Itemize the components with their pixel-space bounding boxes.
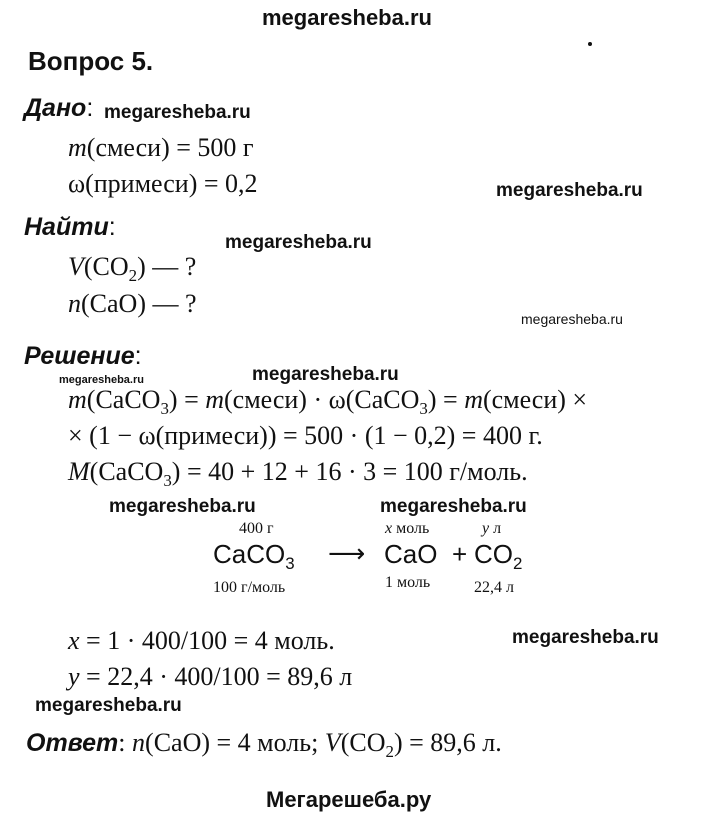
product1-moles-label: 1 моль xyxy=(385,574,431,591)
solution-line-1: m(CaCO$_3$) = m(смеси) · ω(CaCO$_3$) = m(смеси) × xyxy=(68,385,588,418)
question-heading: Вопрос 5. xyxy=(28,46,154,76)
reactant-molar-mass-label: 100 г/моль xyxy=(213,579,286,596)
watermark: megaresheba.ru xyxy=(512,627,659,648)
reaction-arrow: ⟶ xyxy=(328,538,366,568)
speck-dot xyxy=(588,42,592,46)
watermark-top: megaresheba.ru xyxy=(262,5,432,30)
watermark: megaresheba.ru xyxy=(59,374,144,386)
given-mass: m(смеси) = 500 г xyxy=(68,133,254,162)
solution-label: Решение: xyxy=(24,342,142,370)
product2-formula: $CO_2$ xyxy=(474,539,523,573)
given-omega: ω(примеси) = 0,2 xyxy=(68,169,258,198)
plus-sign: + xyxy=(452,539,468,569)
watermark: megaresheba.ru xyxy=(35,695,182,716)
answer-label: Ответ xyxy=(26,729,119,757)
watermark: megaresheba.ru xyxy=(109,496,256,517)
calc-x: x = 1 · 400/100 = 4 моль. xyxy=(68,626,335,655)
find-volume: $V(CO_2)$ — ? xyxy=(68,252,197,285)
watermark: megaresheba.ru xyxy=(104,102,251,123)
product2-volume-label: y л xyxy=(482,520,502,537)
watermark: megaresheba.ru xyxy=(252,364,399,385)
calc-y: y = 22,4 · 400/100 = 89,6 л xyxy=(68,662,353,691)
watermark-bottom: Мегарешеба.ру xyxy=(266,787,432,812)
watermark: megaresheba.ru xyxy=(380,496,527,517)
solution-line-2: × (1 − ω(примеси)) = 500 · (1 − 0,2) = 400 г. xyxy=(68,421,543,450)
product2-molar-volume-label: 22,4 л xyxy=(474,579,514,596)
find-amount: n(CaO) — ? xyxy=(68,289,197,318)
given-label: Дано: xyxy=(24,94,94,122)
reactant-formula: CaCO$_3$ xyxy=(213,539,295,573)
product1-amount-label: x моль xyxy=(385,520,430,537)
answer-line: Ответ: n(CaO) = 4 моль; $V(CO_2) = 89,6$ л. xyxy=(26,728,502,761)
product1-formula: CaO xyxy=(384,539,438,569)
watermark: megaresheba.ru xyxy=(496,180,643,201)
reactant-mass-label: 400 г xyxy=(239,520,274,537)
watermark: megaresheba.ru xyxy=(225,232,372,253)
find-label: Найти: xyxy=(24,213,116,241)
solution-line-3: M(CaCO$_3$) = 40 + 12 + 16 · 3 = 100 г/моль. xyxy=(68,457,528,490)
watermark: megaresheba.ru xyxy=(521,311,623,327)
